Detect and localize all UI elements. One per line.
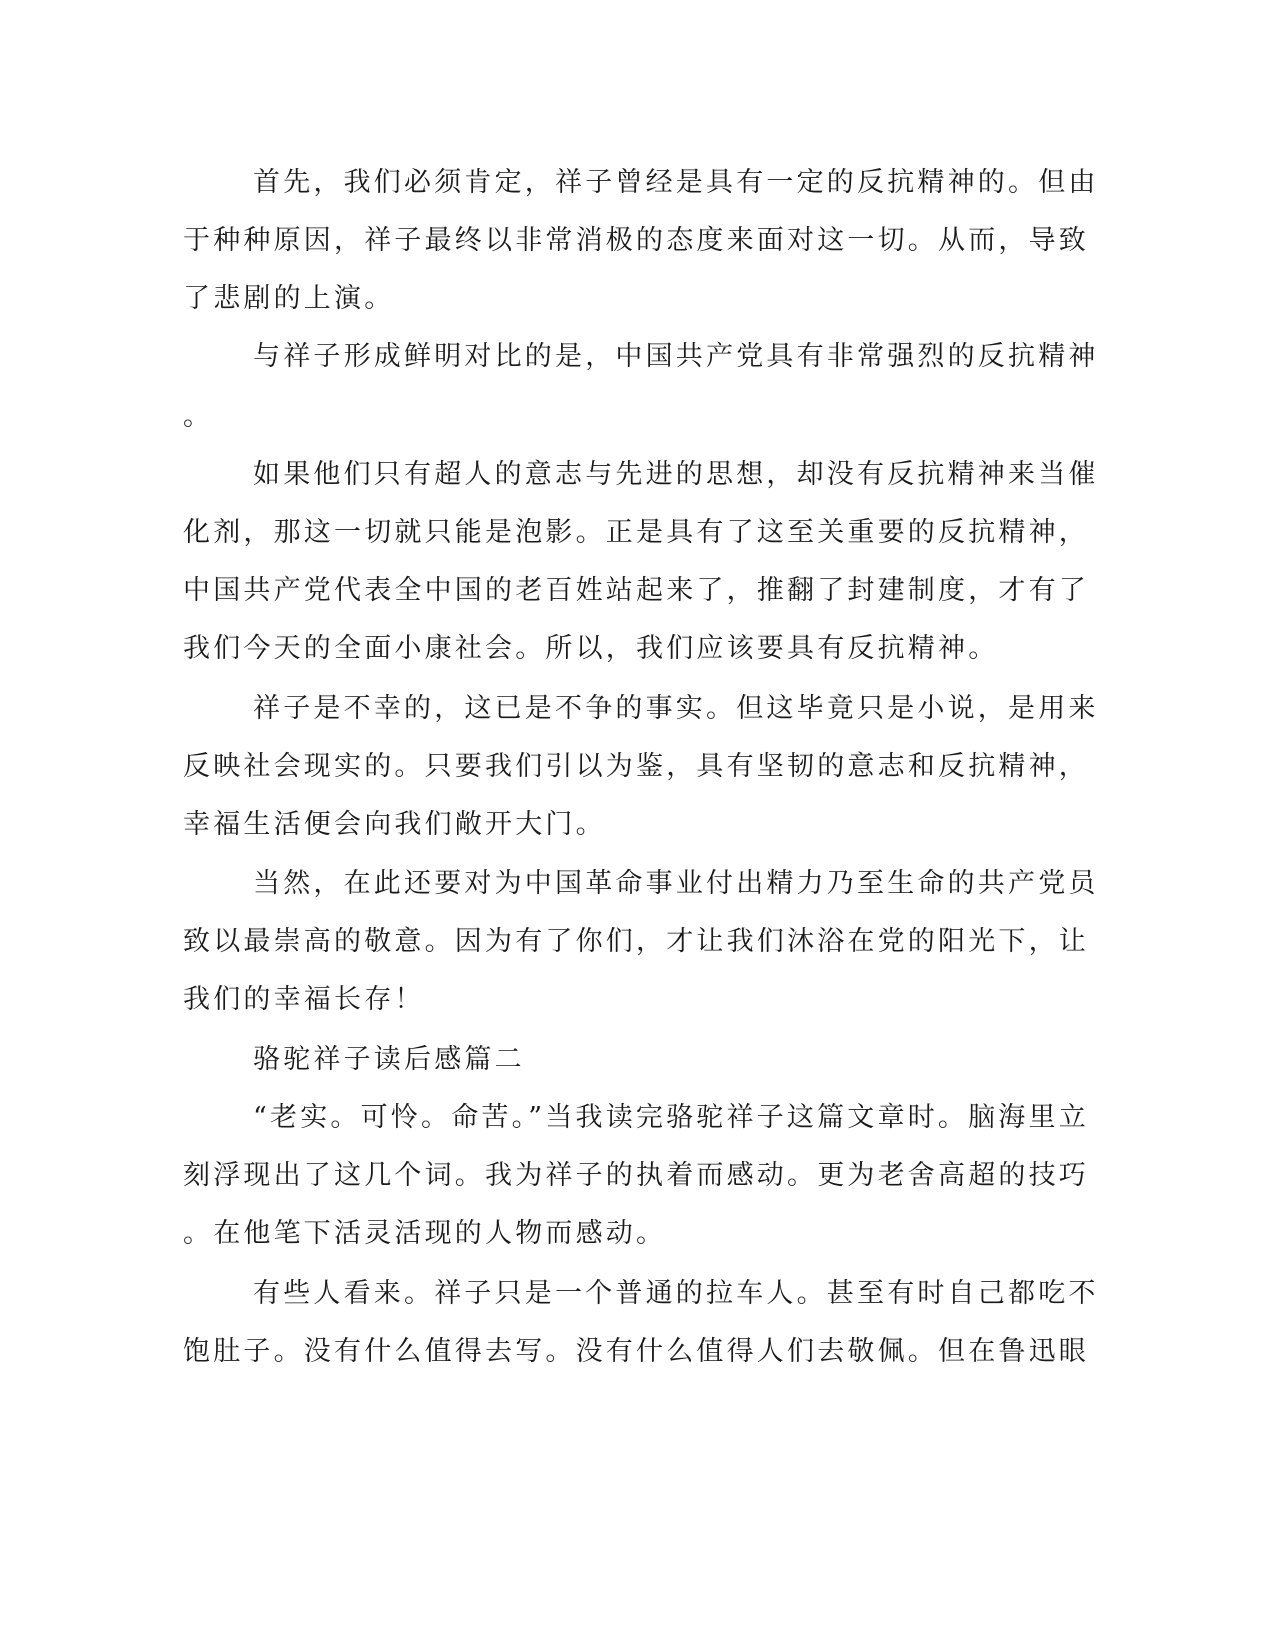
text-line: “老实。可怜。命苦。”当我读完骆驼祥子这篇文章时。脑海里立 xyxy=(253,1102,1089,1133)
text-line: 反映社会现实的。只要我们引以为鉴，具有坚韧的意志和反抗精神， xyxy=(183,751,1089,782)
text-line: 饱肚子。没有什么值得去写。没有什么值得人们去敬佩。但在鲁迅眼 xyxy=(183,1336,1089,1367)
text-line: 如果他们只有超人的意志与先进的思想，却没有反抗精神来当催 xyxy=(253,459,1099,490)
text-line: 与祥子形成鲜明对比的是，中国共产党具有非常强烈的反抗精神 xyxy=(253,341,1099,372)
text-line: 。 xyxy=(183,401,214,432)
text-line: 当然，在此还要对为中国革命事业付出精力乃至生命的共产党员 xyxy=(253,868,1099,899)
text-line: 。在他笔下活灵活现的人物而感动。 xyxy=(183,1218,667,1249)
text-line: 刻浮现出了这几个词。我为祥子的执着而感动。更为老舍高超的技巧 xyxy=(183,1160,1089,1191)
text-line: 祥子是不幸的，这已是不争的事实。但这毕竟只是小说，是用来 xyxy=(253,693,1099,724)
text-line: 我们今天的全面小康社会。所以，我们应该要具有反抗精神。 xyxy=(183,633,999,664)
text-line: 有些人看来。祥子只是一个普通的拉车人。甚至有时自己都吃不 xyxy=(253,1278,1099,1309)
text-line: 中国共产党代表全中国的老百姓站起来了，推翻了封建制度，才有了 xyxy=(183,575,1089,606)
text-line: 于种种原因，祥子最终以非常消极的态度来面对这一切。从而，导致 xyxy=(183,225,1089,256)
text-line: 首先，我们必须肯定，祥子曾经是具有一定的反抗精神的。但由 xyxy=(253,167,1099,198)
text-line: 致以最崇高的敬意。因为有了你们，才让我们沐浴在党的阳光下，让 xyxy=(183,926,1089,957)
section-heading: 骆驼祥子读后感篇二 xyxy=(253,1044,525,1075)
text-line: 幸福生活便会向我们敞开大门。 xyxy=(183,809,606,840)
text-line: 了悲剧的上演。 xyxy=(183,283,395,314)
text-line: 我们的幸福长存！ xyxy=(183,984,425,1015)
text-line: 化剂，那这一切就只能是泡影。正是具有了这至关重要的反抗精神， xyxy=(183,517,1089,548)
